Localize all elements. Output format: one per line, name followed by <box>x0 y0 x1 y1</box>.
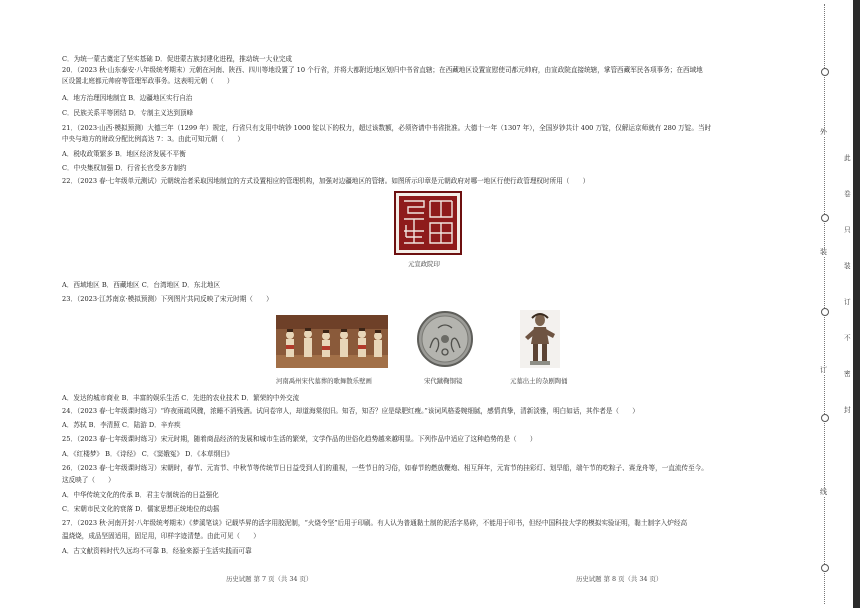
margin-notice-char: 订 <box>844 298 851 306</box>
margin-notice-char: 密 <box>844 370 851 378</box>
question-26-option-cd: C．宋朝市民文化的衰落 D．儒家思想正统地位的动摇 <box>62 505 220 513</box>
margin-notice-char: 此 <box>844 154 851 162</box>
figurine-image <box>520 310 560 368</box>
question-27-stem: 27．（2023 秋·河南开封·八年级统考期末）《梦溪笔谈》记载毕昇的活字用胶泥制，“火烧令坚”后用于印刷。有人认为普通黏土制的泥活字易碎，不能用于印书，但经中国科技大学的模拟实验证明，黏土制字入炉经高 <box>62 519 688 527</box>
question-25-stem: 25．（2023 春·七年级课时练习）宋元时期，随着商品经济的发展和城市生活的繁荣，文学作品的世俗化趋势越来越明显。下列作品中适应了这种趋势的是（ ） <box>62 435 537 443</box>
margin-notice-char: 卷 <box>844 190 851 198</box>
question-20-option-cd: C．民族关系平等团结 D．专制主义达到顶峰 <box>62 109 194 117</box>
question-23-stem: 23．（2023·江苏南京·模拟预测）下列图片共同反映了宋元时期（ ） <box>62 295 273 303</box>
seal-image <box>394 191 462 255</box>
binding-dotted-line <box>824 4 825 604</box>
figurine-caption: 元墓出土的杂剧陶俑 <box>510 377 568 385</box>
mural-caption: 河南禹州宋代墓葬的歌舞散乐壁画 <box>276 377 372 385</box>
margin-label-order: 订 <box>820 366 827 374</box>
binding-hole-circle <box>821 308 829 316</box>
question-20-stem: 20．（2023 秋·山东泰安·八年级统考期末）元朝在河南、陕西、四川等地设置了 10 个行省，并将大都附近地区划归中书省直辖；在西藏地区设置宣慰使司都元帅府，由宣政院直接统辖，掌管西藏军民各项事务；在西域地 <box>62 66 703 74</box>
question-26-stem-cont: 这反映了（ ） <box>62 476 115 484</box>
question-24-stem: 24．（2023 春·七年级课时练习）“昨夜雨疏风骤，浓睡不消残酒。试问卷帘人，却道海棠依旧。知否，知否？应是绿肥红瘦。”该词风格委婉细腻，感情真挚，清新淡雅，明白如话，其作者是（ ） <box>62 407 639 415</box>
margin-label-outer: 外 <box>820 128 827 136</box>
margin-notice-char: 不 <box>844 334 851 342</box>
margin-label-bind: 装 <box>820 248 827 256</box>
question-22-stem: 22．（2023 春·七年级单元测试）元朝统治者采取因地制宜的方式设置相应的管理机构，加强对边疆地区的管辖。如图所示印章是元朝政府对哪一地区行使行政管理权时所用（ ） <box>62 177 590 185</box>
question-27-stem-cont: 温烧烧，成品坚固适用，固足用，印样字迹清楚。由此可见（ ） <box>62 532 260 540</box>
binding-hole-circle <box>821 414 829 422</box>
mural-image <box>276 315 388 368</box>
seal-caption: 元宣政院印 <box>408 260 440 268</box>
binding-hole-circle <box>821 564 829 572</box>
bronze-mirror-image <box>416 310 474 368</box>
binding-margin <box>806 0 860 608</box>
question-22-options: A．西域地区 B．西藏地区 C．台湾地区 D．东北地区 <box>62 281 221 289</box>
margin-notice-char: 封 <box>844 406 851 414</box>
question-26-stem: 26．（2023 春·七年级课时练习）宋朝时，春节、元宵节、中秋节等传统节日日益受到人们的重视，一些节日的习俗，如春节的燃放鞭炮、相互拜年，元宵节的挂彩灯、划旱船，端午节的吃粽子、赛龙舟等，一直流传至今。 <box>62 464 708 472</box>
binding-margin-edge <box>853 0 860 608</box>
question-25-options: A．《红楼梦》 B．《诗经》 C．《窦娥冤》 D．《本草纲目》 <box>62 450 234 458</box>
question-21-stem: 21．（2023·山西·模拟预测）大德三年（1299 年）规定，行省只有支用中统钞 1000 锭以下的权力，超过该数额，必须咨请中书省批准。大德十一年（1307 年），全国岁钞共计 400 万锭，仅解运京师就有 280 万锭。当时 <box>62 124 712 132</box>
footer-page-right: 历史试题 第 8 页（共 34 页） <box>576 575 663 583</box>
margin-label-line: 线 <box>820 488 827 496</box>
question-27-option-ab: A．古文献资料时代久远均不可靠 B．经验来源于生活实践而可靠 <box>62 547 252 555</box>
question-24-options: A．苏轼 B．李清照 C．陆游 D．辛弃疾 <box>62 421 181 429</box>
margin-notice-char: 装 <box>844 262 851 270</box>
question-21-stem-cont: 中央与地方的财政分配比例高达 7：3。由此可知元朝（ ） <box>62 135 244 143</box>
question-19-option-cd: C．为统一蒙古奠定了坚实基础 D．促进蒙古族封建化进程，推动统一大业完成 <box>62 55 293 63</box>
margin-notice-char: 只 <box>844 226 851 234</box>
question-21-option-cd: C．中央集权加强 D．行省长官受多方制约 <box>62 164 187 172</box>
question-23-options: A．发达的城市商业 B．丰富的娱乐生活 C．先进的农业技术 D．繁荣的中外交流 <box>62 394 300 402</box>
question-20-stem-cont: 区设置北庭都元帅府等管理军政事务。这表明元朝（ ） <box>62 77 234 85</box>
bronze-mirror-caption: 宋代蹴鞠铜镜 <box>424 377 463 385</box>
footer-page-left: 历史试题 第 7 页（共 34 页） <box>226 575 313 583</box>
binding-hole-circle <box>821 68 829 76</box>
question-21-option-ab: A．税收政策繁多 B．地区经济发展不平衡 <box>62 150 186 158</box>
binding-hole-circle <box>821 214 829 222</box>
question-26-option-ab: A．中华传统文化的传承 B．君主专制统治的日益强化 <box>62 491 219 499</box>
question-20-option-ab: A．地方治理因地制宜 B．边疆地区实行自治 <box>62 94 193 102</box>
